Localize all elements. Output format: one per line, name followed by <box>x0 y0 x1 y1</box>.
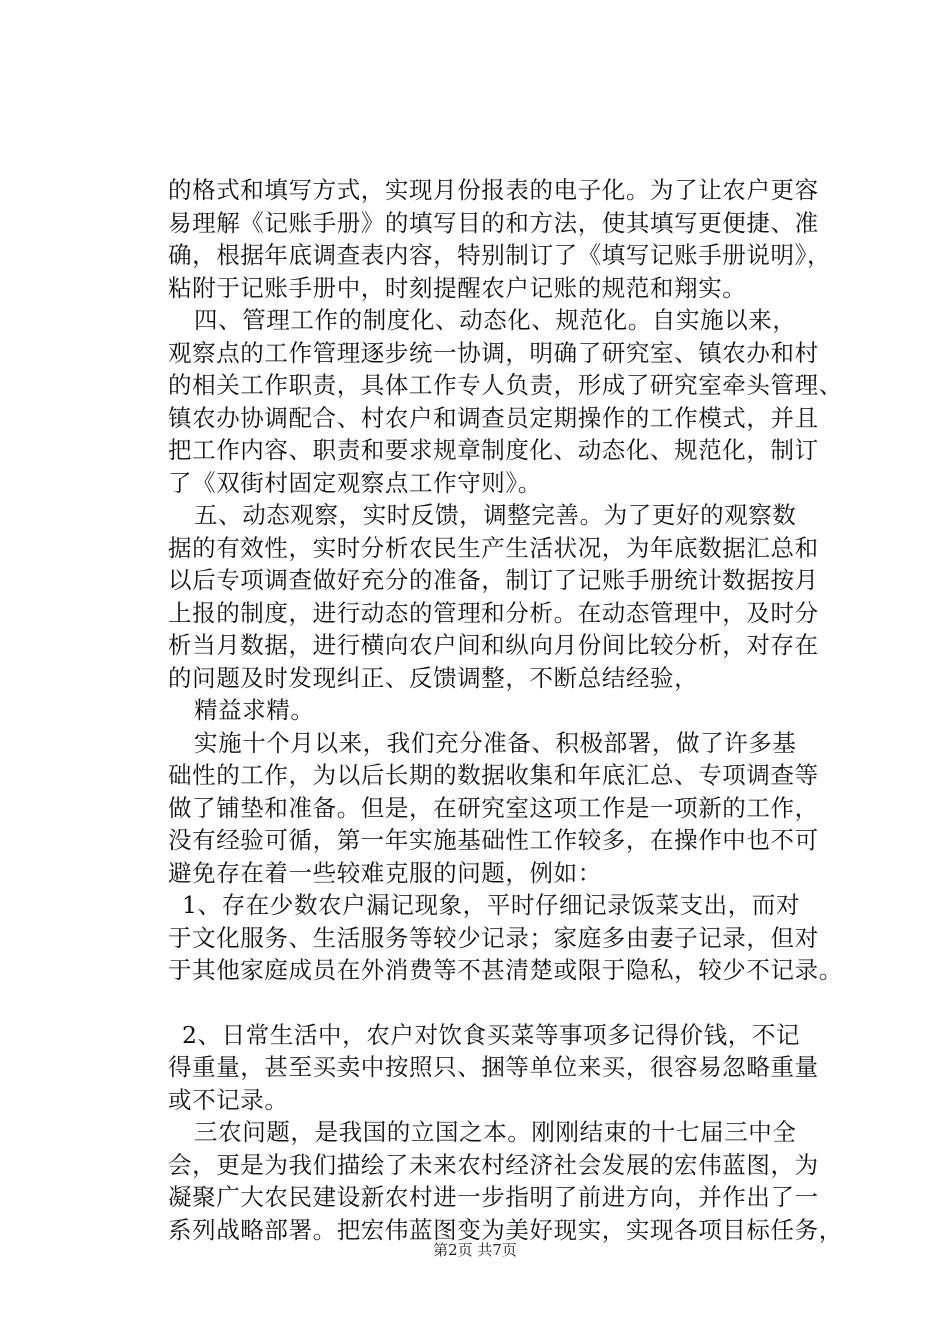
text-line: 2、日常生活中，农户对饮食买菜等事项多记得价钱，不记 <box>182 1020 801 1049</box>
document-body <box>168 174 858 1246</box>
text-line: 做了铺垫和准备。但是，在研究室这项工作是一项新的工作， <box>168 793 819 822</box>
text-line: 镇农办协调配合、村农户和调查员定期操作的工作模式，并且 <box>168 403 819 432</box>
text-line: 确，根据年底调查表内容，特别制订了《填写记账手册说明》， <box>168 241 832 269</box>
text-line: 易理解《记账手册》的填写目的和方法，使其填写更便捷、准 <box>168 208 819 237</box>
text-line: 精益求精。 <box>194 696 315 724</box>
text-line: 于文化服务、生活服务等较少记录；家庭多由妻子记录，但对 <box>168 923 819 952</box>
page-footer: 第2页 共7页 <box>433 1241 517 1259</box>
text-line: 于其他家庭成员在外消费等不甚清楚或限于隐私，较少不记录。 <box>168 956 843 984</box>
text-line: 得重量，甚至买卖中按照只、捆等单位来买，很容易忽略重量 <box>168 1053 819 1081</box>
text-line: 观察点的工作管理逐步统一协调，明确了研究室、镇农办和村 <box>168 338 819 367</box>
text-line: 三农问题，是我国的立国之本。刚刚结束的十七届三中全 <box>194 1118 797 1146</box>
text-line: 系列战略部署。把宏伟蓝图变为美好现实，实现各项目标任务， <box>168 1215 843 1244</box>
text-line: 没有经验可循，第一年实施基础性工作较多，在操作中也不可 <box>168 826 819 854</box>
text-line: 1、存在少数农户漏记现象，平时仔细记录饭菜支出，而对 <box>182 891 801 919</box>
paragraph-gap <box>168 987 858 1019</box>
text-line: 会，更是为我们描绘了未来农村经济社会发展的宏伟蓝图，为 <box>168 1150 819 1179</box>
text-line: 础性的工作，为以后长期的数据收集和年底汇总、专项调查等 <box>168 761 819 789</box>
text-line: 四、管理工作的制度化、动态化、规范化。自实施以来， <box>194 306 797 334</box>
text-line: 以后专项调查做好充分的准备，制订了记账手册统计数据按月 <box>168 566 819 594</box>
text-line: 上报的制度，进行动态的管理和分析。在动态管理中，及时分 <box>168 598 819 627</box>
text-line: 据的有效性，实时分析农民生产生活状况，为年底数据汇总和 <box>168 533 819 562</box>
text-line: 避免存在着一些较难克服的问题，例如： <box>168 858 602 887</box>
text-line: 或不记录。 <box>168 1085 289 1114</box>
text-line: 实施十个月以来，我们充分准备、积极部署，做了许多基 <box>194 728 797 757</box>
text-line: 粘附于记账手册中，时刻提醒农户记账的规范和翔实。 <box>168 273 747 302</box>
text-line: 的格式和填写方式，实现月份报表的电子化。为了让农户更容 <box>168 176 819 204</box>
text-line: 的相关工作职责，具体工作专人负责，形成了研究室牵头管理、 <box>168 371 843 399</box>
text-line: 五、动态观察，实时反馈，调整完善。为了更好的观察数 <box>194 501 797 529</box>
text-line: 凝聚广大农民建设新农村进一步指明了前进方向，并作出了一 <box>168 1183 819 1211</box>
text-line: 的问题及时发现纠正、反馈调整，不断总结经验， <box>168 663 699 692</box>
text-line: 了《双街村固定观察点工作守则》。 <box>168 468 542 497</box>
text-line: 把工作内容、职责和要求规章制度化、动态化、规范化，制订 <box>168 436 819 464</box>
text-line: 析当月数据，进行横向农户间和纵向月份间比较分析，对存在 <box>168 631 819 659</box>
